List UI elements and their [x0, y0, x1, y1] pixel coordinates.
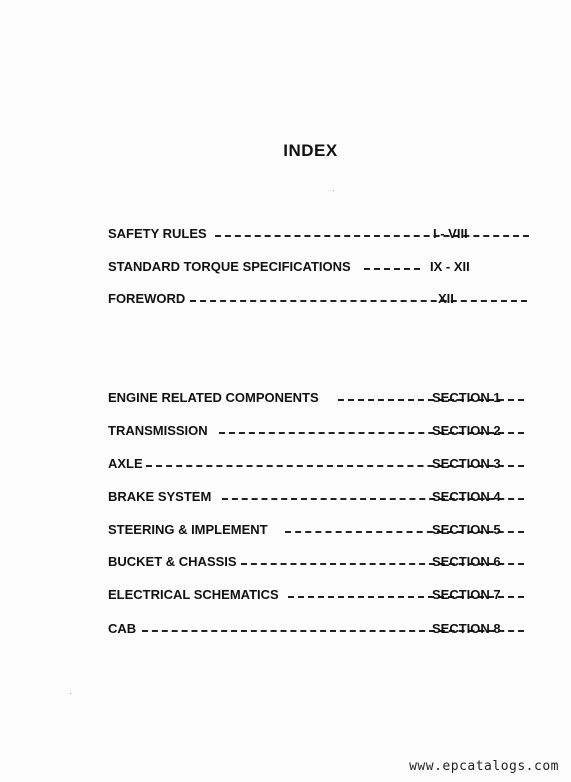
page-title: INDEX	[283, 141, 338, 160]
entry-page-ref: SECTION 8	[432, 621, 501, 636]
entry-label: STEERING & IMPLEMENT	[108, 522, 268, 537]
index-entry-foreword	[108, 290, 454, 308]
index-entry-safety-rules	[108, 225, 468, 243]
entry-label: CAB	[108, 621, 137, 636]
dotted-leader	[190, 300, 527, 302]
entry-label: BUCKET & CHASSIS	[108, 554, 237, 569]
scan-speck	[333, 190, 334, 191]
entry-page-ref: SECTION 4	[432, 489, 501, 504]
index-entry-torque-specs	[108, 258, 470, 276]
entry-page-ref: SECTION 7	[432, 587, 501, 602]
index-entry-section-2	[108, 422, 501, 440]
entry-label: AXLE	[108, 456, 143, 471]
dotted-leader	[364, 268, 420, 270]
entry-page-ref: IX - XII	[430, 259, 470, 274]
watermark-text: www.epcatalogs.com	[409, 759, 559, 774]
scan-speck	[70, 693, 71, 694]
index-entry-section-8	[108, 620, 501, 638]
entry-label: SAFETY RULES	[108, 226, 207, 241]
index-entry-section-3	[108, 455, 501, 473]
entry-page-ref: XII	[438, 291, 454, 306]
entry-label: ENGINE RELATED COMPONENTS	[108, 390, 319, 405]
entry-label: STANDARD TORQUE SPECIFICATIONS	[108, 259, 351, 274]
entry-page-ref: SECTION 6	[432, 554, 501, 569]
entry-page-ref: I - VIII	[433, 226, 468, 241]
entry-page-ref: SECTION 2	[432, 423, 501, 438]
entry-page-ref: SECTION 5	[432, 522, 501, 537]
entry-label: ELECTRICAL SCHEMATICS	[108, 587, 279, 602]
entry-page-ref: SECTION 1	[432, 390, 501, 405]
entry-label: TRANSMISSION	[108, 423, 208, 438]
index-entry-section-7	[108, 586, 501, 604]
index-entry-section-6	[108, 553, 501, 571]
entry-label: FOREWORD	[108, 291, 186, 306]
entry-page-ref: SECTION 3	[432, 456, 501, 471]
index-entry-section-4	[108, 488, 501, 506]
index-entry-section-1	[108, 389, 501, 407]
dotted-leader	[215, 235, 529, 237]
entry-label: BRAKE SYSTEM	[108, 489, 212, 504]
index-entry-section-5	[108, 521, 501, 539]
